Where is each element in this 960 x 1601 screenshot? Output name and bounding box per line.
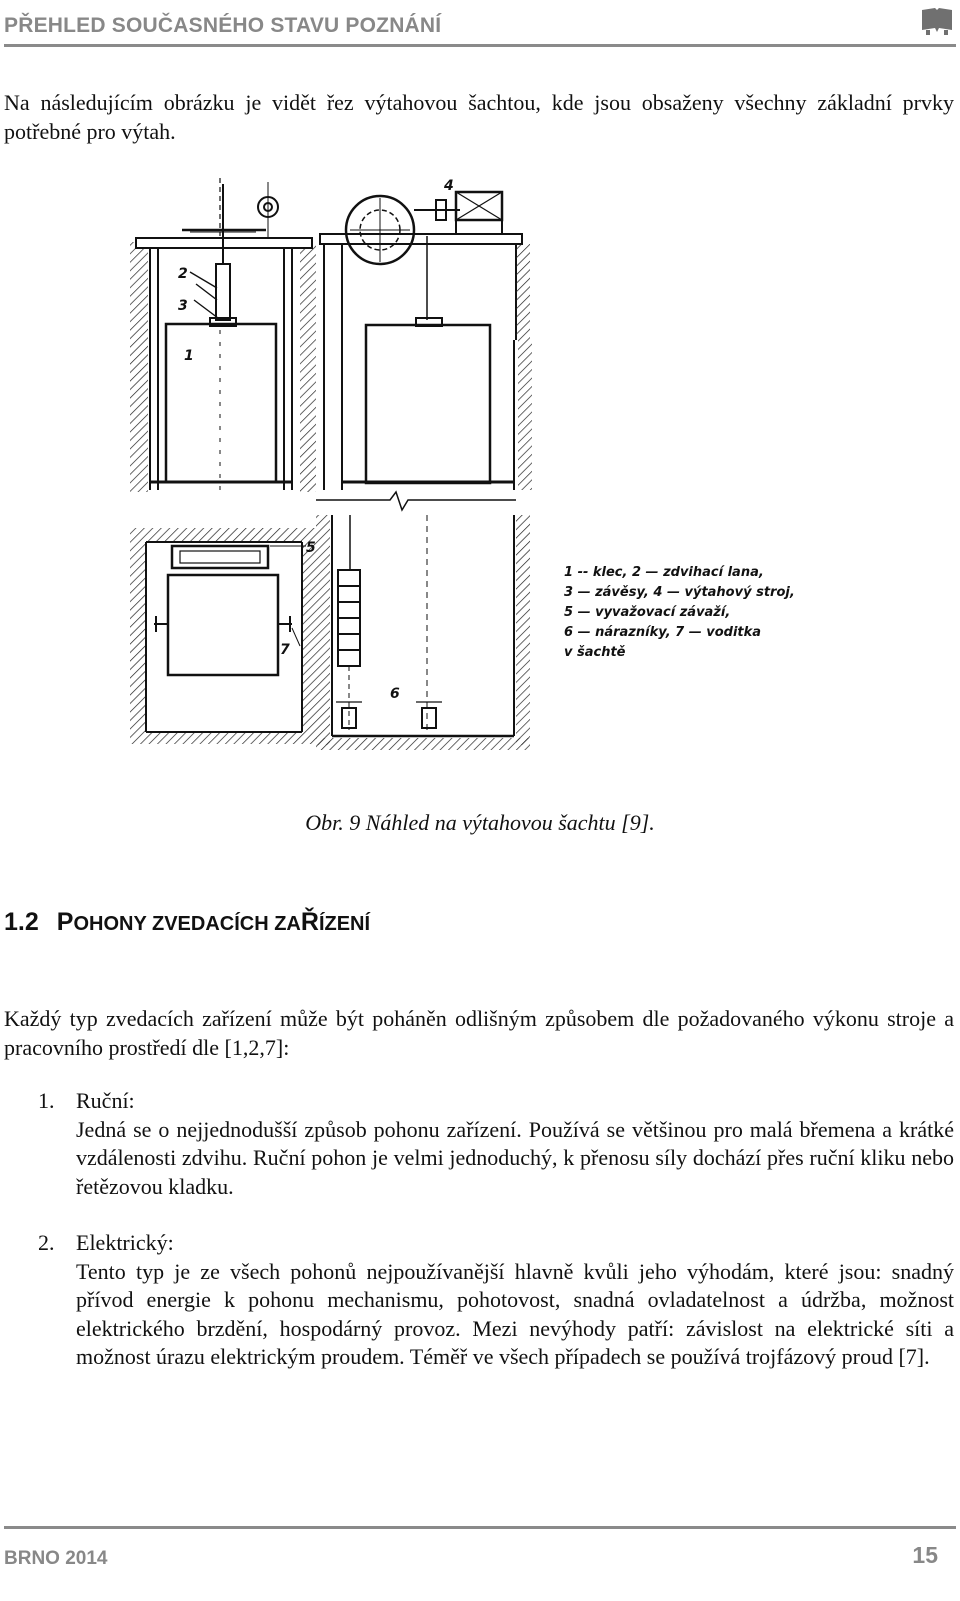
list-item-title: Ruční: xyxy=(76,1088,135,1113)
part-label-5: 5 xyxy=(306,540,316,556)
section-title-initial: P xyxy=(56,908,74,936)
header-rule xyxy=(4,44,956,47)
legend-line: 3 — závěsy, 4 — výtahový stroj, xyxy=(564,585,795,600)
section-title-initial: Ř xyxy=(300,908,319,936)
figure-legend xyxy=(564,565,795,660)
book-icon xyxy=(920,6,954,36)
legend-line: v šachtě xyxy=(564,645,626,660)
footer-rule xyxy=(4,1526,956,1529)
section-title-part: OHONY ZVEDACÍCH ZA xyxy=(73,913,301,935)
body-paragraph: Každý typ zvedacích zařízení může být poháněn odlišným způsobem dle požadovaného výkonu stroje a pracovního prostředí dle [1,2,7]: xyxy=(4,1006,954,1060)
footer-place-year: BRNO 2014 xyxy=(4,1548,108,1569)
list-item-title: Elektrický: xyxy=(76,1230,174,1255)
part-label-3: 3 xyxy=(178,298,188,314)
list-marker: 1. xyxy=(38,1088,55,1113)
part-label-6: 6 xyxy=(390,686,400,702)
legend-line: 5 — vyvažovací závaží, xyxy=(564,605,731,620)
part-label-4: 4 xyxy=(444,178,454,194)
section-number: 1.2 xyxy=(4,908,39,936)
list-marker: 2. xyxy=(38,1230,55,1255)
section-title-part: ÍZENÍ xyxy=(318,913,371,935)
legend-line: 1 -- klec, 2 — zdvihací lana, xyxy=(564,565,764,580)
legend-line: 6 — nárazníky, 7 — voditka xyxy=(564,625,762,640)
list-item-text: Jedná se o nejjednodušší způsob pohonu zařízení. Používá se většinou pro malá břemena a krátké vzdálenosti zdvihu. Ruční pohon je velmi jednoduchý, k přenosu síly dochází přes ruční kliku nebo řetězovou kladku. xyxy=(76,1116,954,1199)
list-item-text: Tento typ je ze všech pohonů nejpoužívanější hlavně kvůli jeho výhodám, které jsou: snadný přívod energie k pohonu mechanismu, pohotovost, snadná ovladatelnost a údržba, možnost elektrického brzdění, hospodárný provoz. Mezi nevýhody patří: závislost na elektrické síti a možnost úrazu elektrickým proudem. Téměř ve všech případech se používá trojfázový proud [7]. xyxy=(76,1258,954,1370)
section-heading xyxy=(4,908,370,937)
part-label-1: 1 xyxy=(184,348,194,364)
intro-paragraph: Na následujícím obrázku je vidět řez výtahovou šachtou, kde jsou obsaženy všechny základní prvky potřebné pro výtah. xyxy=(4,90,954,144)
elevator-shaft-drawing xyxy=(120,170,840,790)
header-title: PŘEHLED SOUČASNÉHO STAVU POZNÁNÍ xyxy=(4,14,442,37)
part-label-2: 2 xyxy=(178,266,188,282)
figure-caption: Obr. 9 Náhled na výtahovou šachtu [9]. xyxy=(305,810,655,835)
page-header xyxy=(4,12,956,48)
part-label-7: 7 xyxy=(280,642,290,658)
elevator-shaft-figure xyxy=(120,170,840,790)
page-number: 15 xyxy=(912,1542,938,1568)
